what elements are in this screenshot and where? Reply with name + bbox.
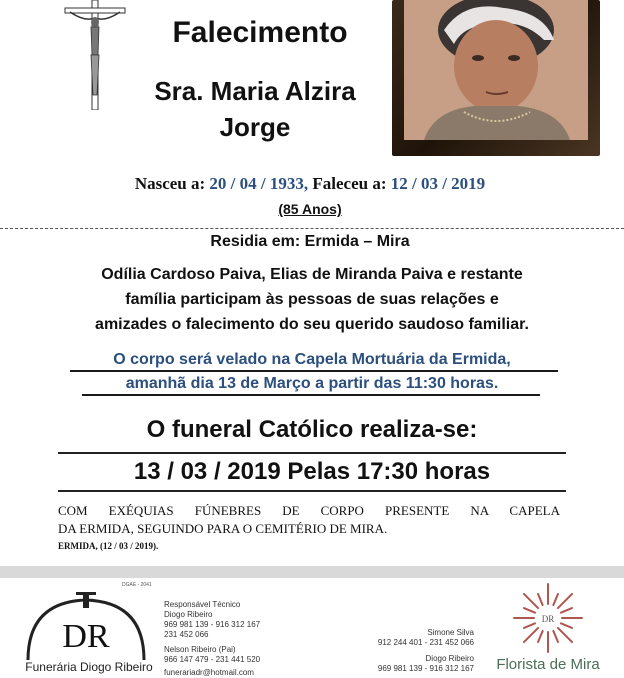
nelson-name: Nelson Ribeiro (Pai) bbox=[164, 645, 236, 654]
flower-petal bbox=[558, 628, 572, 642]
divider-line bbox=[58, 452, 566, 454]
flower-petal bbox=[524, 628, 538, 642]
exequias-line2: DA ERMIDA, SEGUINDO PARA O CEMITÉRIO DE MIRA. bbox=[58, 521, 388, 536]
age-text: (85 Anos) bbox=[278, 201, 342, 217]
flower-petal bbox=[538, 594, 543, 605]
wake-info-line2: amanhã dia 13 de Março a partir das 11:30 horas. bbox=[125, 375, 499, 392]
email-link[interactable]: funerariadr@hotmail.com bbox=[164, 668, 254, 677]
flower-petal bbox=[538, 631, 543, 642]
funeraria-name: Funerária Diogo Ribeiro bbox=[25, 660, 153, 674]
family-message bbox=[30, 262, 594, 337]
diogo-name: Diogo Ribeiro bbox=[425, 654, 474, 663]
deceased-name-line2: Jorge bbox=[219, 112, 291, 142]
family-line: Odília Cardoso Paiva, Elias de Miranda Paiva e restante bbox=[101, 266, 523, 283]
portrait-photo bbox=[404, 0, 588, 140]
resp-phone: 231 452 066 bbox=[164, 630, 209, 639]
flower-petal bbox=[561, 608, 572, 613]
deceased-name-line1: Sra. Maria Alzira bbox=[154, 76, 356, 106]
nelson-contact bbox=[164, 645, 314, 665]
wake-underline bbox=[70, 370, 558, 372]
residence: Residia em: Ermida – Mira bbox=[210, 233, 410, 250]
logo-letters: DR bbox=[62, 618, 110, 655]
flower-icon bbox=[500, 580, 596, 656]
technical-contact bbox=[164, 600, 314, 640]
birth-death-dates bbox=[40, 174, 580, 194]
diogo-phones: 969 981 139 - 916 312 167 bbox=[377, 664, 474, 673]
logo-code: DGAE - 2041 bbox=[122, 582, 152, 588]
florista-logo-letters: DR bbox=[541, 614, 555, 624]
flower-petal bbox=[553, 594, 558, 605]
flower-petal bbox=[524, 608, 535, 613]
flower-petal bbox=[524, 623, 535, 628]
family-line: amizades o falecimento do seu querido saudoso familiar. bbox=[95, 316, 529, 333]
simone-name: Simone Silva bbox=[427, 628, 474, 637]
page-title: Falecimento bbox=[172, 16, 348, 49]
funeral-time: 13 / 03 / 2019 Pelas 17:30 horas bbox=[133, 458, 491, 485]
flower-petal bbox=[553, 631, 558, 642]
resp-title: Responsável Técnico bbox=[164, 600, 241, 609]
born-label: Nasceu a: bbox=[134, 174, 206, 193]
resp-phone: 969 981 139 - 916 312 167 bbox=[164, 620, 261, 629]
flower-petal bbox=[524, 594, 538, 608]
age-line bbox=[40, 201, 580, 217]
footer-separator-bar bbox=[0, 566, 624, 578]
simone-phones: 912 244 401 - 231 452 066 bbox=[377, 638, 474, 647]
place-date: ERMIDA, (12 / 03 / 2019). bbox=[58, 541, 159, 551]
simone-contact bbox=[364, 628, 474, 648]
divider-line bbox=[58, 490, 566, 492]
flower-petal bbox=[561, 623, 572, 628]
exequias-line1: COM EXÉQUIAS FÚNEBRES DE CORPO PRESENTE NA CAPELA bbox=[58, 503, 560, 518]
portrait-frame bbox=[392, 0, 600, 156]
family-line: família participam às pessoas de suas relações e bbox=[125, 291, 499, 308]
nelson-phones: 966 147 479 - 231 441 520 bbox=[164, 655, 261, 664]
flower-petal bbox=[558, 594, 572, 608]
dashed-divider bbox=[0, 228, 624, 229]
died-date: 12 / 03 / 2019 bbox=[390, 174, 486, 193]
wake-info-line1: O corpo será velado na Capela Mortuária da Ermida, bbox=[113, 351, 511, 368]
resp-name: Diogo Ribeiro bbox=[164, 610, 213, 619]
florista-name: Florista de Mira bbox=[496, 656, 600, 673]
wake-underline bbox=[82, 394, 540, 396]
diogo-contact bbox=[364, 654, 474, 674]
funeral-heading: O funeral Católico realiza-se: bbox=[146, 416, 478, 443]
born-date: 20 / 04 / 1933, bbox=[209, 174, 309, 193]
died-label: Faleceu a: bbox=[312, 174, 387, 193]
